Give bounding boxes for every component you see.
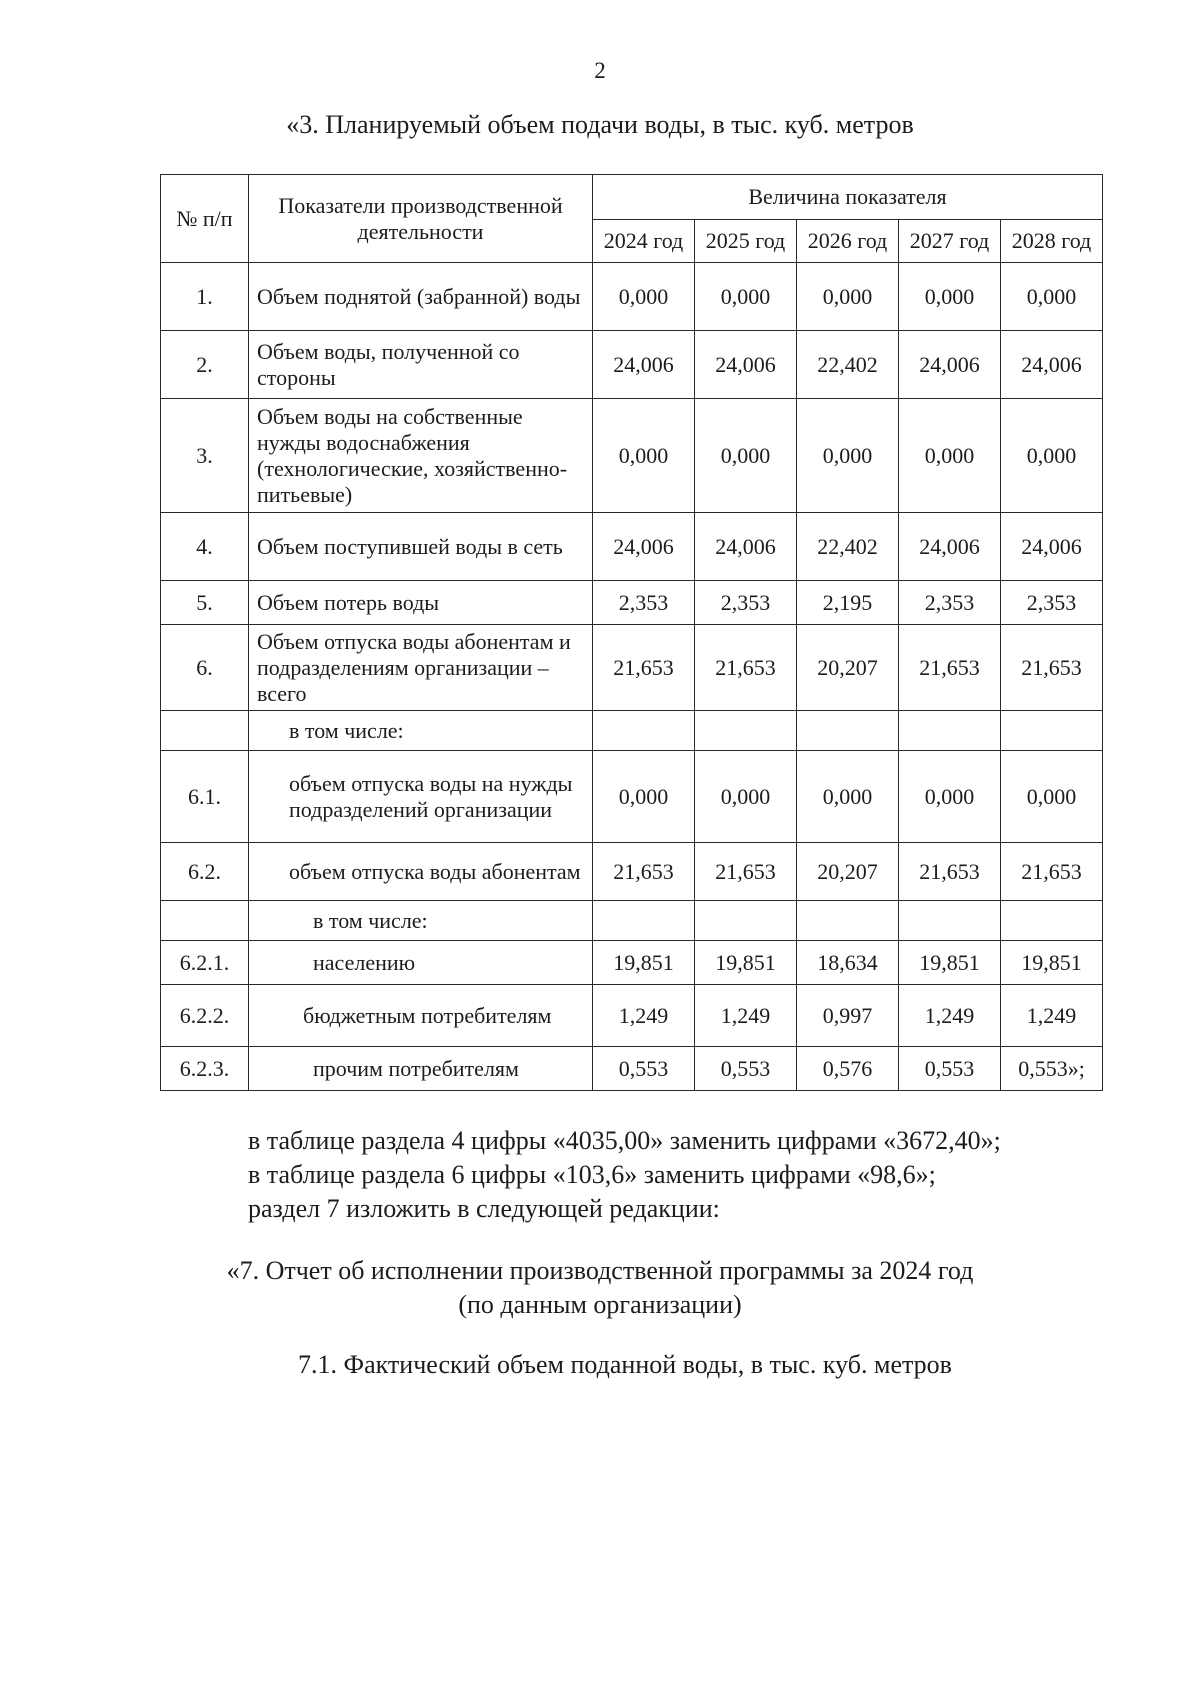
row-value xyxy=(593,711,695,751)
header-year: 2024 год xyxy=(593,220,695,263)
row-value: 1,249 xyxy=(593,985,695,1047)
row-value: 21,653 xyxy=(695,625,797,711)
row-value: 0,000 xyxy=(797,399,899,513)
row-value: 0,000 xyxy=(695,263,797,331)
header-value-group: Величина показателя xyxy=(593,175,1103,220)
row-value: 21,653 xyxy=(1001,843,1103,901)
row-value: 0,000 xyxy=(797,263,899,331)
row-value: 0,000 xyxy=(797,751,899,843)
row-num: 6.2. xyxy=(161,843,249,901)
row-value: 0,000 xyxy=(899,751,1001,843)
row-indicator: бюджетным потребителям xyxy=(249,985,593,1047)
row-value: 0,553 xyxy=(593,1047,695,1091)
header-year: 2025 год xyxy=(695,220,797,263)
row-value: 24,006 xyxy=(1001,331,1103,399)
row-value: 22,402 xyxy=(797,331,899,399)
row-value: 2,353 xyxy=(695,581,797,625)
table-row xyxy=(161,399,1103,513)
row-value: 2,353 xyxy=(1001,581,1103,625)
row-num xyxy=(161,711,249,751)
header-year: 2027 год xyxy=(899,220,1001,263)
row-value: 20,207 xyxy=(797,625,899,711)
row-value xyxy=(797,711,899,751)
row-value: 24,006 xyxy=(899,331,1001,399)
row-value: 21,653 xyxy=(593,843,695,901)
row-value: 22,402 xyxy=(797,513,899,581)
row-indicator: Объем потерь воды xyxy=(249,581,593,625)
row-value: 0,553»; xyxy=(1001,1047,1103,1091)
row-value xyxy=(1001,711,1103,751)
row-value: 19,851 xyxy=(695,941,797,985)
row-value: 0,000 xyxy=(1001,399,1103,513)
row-value xyxy=(899,901,1001,941)
row-indicator: населению xyxy=(249,941,593,985)
row-value: 24,006 xyxy=(593,513,695,581)
row-value: 24,006 xyxy=(1001,513,1103,581)
row-value: 0,553 xyxy=(899,1047,1001,1091)
row-value: 20,207 xyxy=(797,843,899,901)
row-value: 0,576 xyxy=(797,1047,899,1091)
header-year: 2028 год xyxy=(1001,220,1103,263)
row-num: 1. xyxy=(161,263,249,331)
row-value: 24,006 xyxy=(695,331,797,399)
row-num: 6.2.2. xyxy=(161,985,249,1047)
row-num xyxy=(161,901,249,941)
row-num: 5. xyxy=(161,581,249,625)
table-row xyxy=(161,1047,1103,1091)
row-value: 2,195 xyxy=(797,581,899,625)
table-row xyxy=(161,751,1103,843)
row-value: 2,353 xyxy=(593,581,695,625)
row-value: 19,851 xyxy=(899,941,1001,985)
row-value xyxy=(797,901,899,941)
row-value: 1,249 xyxy=(1001,985,1103,1047)
row-indicator: прочим потребителям xyxy=(249,1047,593,1091)
table-row xyxy=(161,263,1103,331)
row-value: 21,653 xyxy=(899,625,1001,711)
section7-title xyxy=(0,1254,1200,1322)
table-row xyxy=(161,985,1103,1047)
row-num: 2. xyxy=(161,331,249,399)
row-value: 18,634 xyxy=(797,941,899,985)
table-row xyxy=(161,625,1103,711)
row-value: 19,851 xyxy=(1001,941,1103,985)
row-indicator: в том числе: xyxy=(249,711,593,751)
instruction-line: в таблице раздела 6 цифры «103,6» заменить цифрами «98,6»; xyxy=(248,1160,936,1189)
row-indicator: Объем отпуска воды абонентам и подразделениям организации – всего xyxy=(249,625,593,711)
instruction-line: в таблице раздела 4 цифры «4035,00» заменить цифрами «3672,40»; xyxy=(248,1126,1001,1155)
row-value: 0,000 xyxy=(899,399,1001,513)
row-value: 21,653 xyxy=(695,843,797,901)
row-value xyxy=(593,901,695,941)
row-indicator: объем отпуска воды абонентам xyxy=(249,843,593,901)
table-row xyxy=(161,711,1103,751)
row-value xyxy=(1001,901,1103,941)
row-value: 2,353 xyxy=(899,581,1001,625)
row-indicator: в том числе: xyxy=(249,901,593,941)
row-num: 6. xyxy=(161,625,249,711)
section-title: «3. Планируемый объем подачи воды, в тыс. куб. метров xyxy=(286,110,914,139)
row-value xyxy=(695,901,797,941)
row-indicator: Объем поступившей воды в сеть xyxy=(249,513,593,581)
row-value: 0,000 xyxy=(1001,263,1103,331)
amendment-instructions xyxy=(248,1124,1001,1226)
section71-title: 7.1. Фактический объем поданной воды, в тыс. куб. метров xyxy=(298,1350,952,1379)
row-value: 24,006 xyxy=(593,331,695,399)
row-num: 4. xyxy=(161,513,249,581)
page-number: 2 xyxy=(594,58,606,83)
row-value: 1,249 xyxy=(695,985,797,1047)
header-year: 2026 год xyxy=(797,220,899,263)
row-value xyxy=(695,711,797,751)
table-row xyxy=(161,331,1103,399)
row-value: 0,000 xyxy=(1001,751,1103,843)
row-value: 24,006 xyxy=(899,513,1001,581)
table-row xyxy=(161,901,1103,941)
row-value: 0,000 xyxy=(593,399,695,513)
row-indicator: Объем поднятой (забранной) воды xyxy=(249,263,593,331)
row-indicator: Объем воды на собственные нужды водоснабжения (технологические, хозяйственно-питьевые) xyxy=(249,399,593,513)
row-num: 6.1. xyxy=(161,751,249,843)
row-value: 0,000 xyxy=(593,263,695,331)
row-value: 0,000 xyxy=(695,751,797,843)
row-num: 6.2.1. xyxy=(161,941,249,985)
row-value: 19,851 xyxy=(593,941,695,985)
water-supply-table xyxy=(160,174,1103,1091)
row-value: 0,000 xyxy=(899,263,1001,331)
row-value: 0,553 xyxy=(695,1047,797,1091)
section7-title-line1: «7. Отчет об исполнении производственной программы за 2024 год xyxy=(226,1256,974,1285)
row-num: 6.2.3. xyxy=(161,1047,249,1091)
row-value: 0,000 xyxy=(695,399,797,513)
row-value: 21,653 xyxy=(899,843,1001,901)
table-row xyxy=(161,513,1103,581)
table-row xyxy=(161,941,1103,985)
header-num: № п/п xyxy=(161,175,249,263)
row-value: 0,000 xyxy=(593,751,695,843)
header-indicator: Показатели производственной деятельности xyxy=(249,175,593,263)
instruction-line: раздел 7 изложить в следующей редакции: xyxy=(248,1194,720,1223)
row-value: 0,997 xyxy=(797,985,899,1047)
row-value: 24,006 xyxy=(695,513,797,581)
row-num: 3. xyxy=(161,399,249,513)
row-value: 1,249 xyxy=(899,985,1001,1047)
section7-title-line2: (по данным организации) xyxy=(458,1290,742,1319)
row-indicator: Объем воды, полученной со стороны xyxy=(249,331,593,399)
row-value: 21,653 xyxy=(593,625,695,711)
row-value: 21,653 xyxy=(1001,625,1103,711)
row-indicator: объем отпуска воды на нужды подразделений организации xyxy=(249,751,593,843)
table-row xyxy=(161,843,1103,901)
table-row xyxy=(161,581,1103,625)
row-value xyxy=(899,711,1001,751)
